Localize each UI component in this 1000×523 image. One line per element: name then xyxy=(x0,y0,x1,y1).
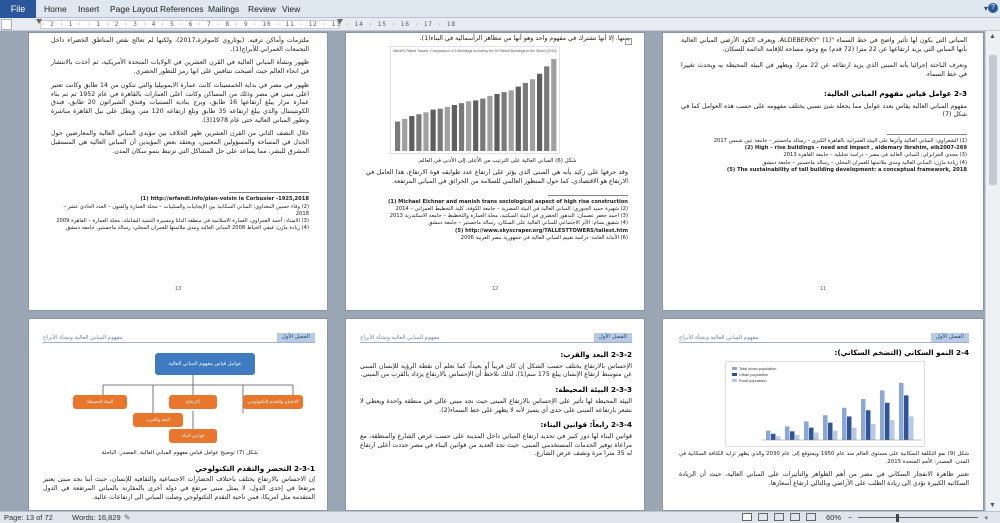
footnote: (5) The sustainability of tall building development: a conceptual framework, 2018 xyxy=(726,166,967,173)
zoom-in-button[interactable]: + xyxy=(984,513,989,522)
footnote: (4) زيادة مازن: المباني العالية ومدى ملائمتها للعمران المحلي – رسالة ماجستير – جامعة دمشق xyxy=(762,159,967,166)
scroll-thumb[interactable] xyxy=(989,55,997,185)
population-bar xyxy=(842,407,847,439)
tower-bar xyxy=(516,86,521,150)
factors-diagram xyxy=(43,351,315,449)
population-bar xyxy=(909,416,914,440)
page-16 xyxy=(28,318,328,511)
tower-bar xyxy=(473,100,478,151)
word-count[interactable]: Words: 16,829 xyxy=(72,513,121,522)
population-bar xyxy=(804,421,809,440)
legend-label: Rural population xyxy=(739,378,767,383)
tab-view[interactable]: View xyxy=(282,4,301,14)
page-12 xyxy=(345,32,645,311)
section-heading: 2-3-2 البعد والقرب: xyxy=(560,350,632,359)
table-move-handle[interactable]: + xyxy=(626,38,631,44)
population-bar xyxy=(814,432,819,439)
figure-caption: شكل (6) المباني العالية على الترتيب من الأعلى إلى الأدنى في العالم. xyxy=(417,157,577,164)
diagram-root-box: عوامل قياس مفهوم المباني العالية xyxy=(155,353,255,375)
section-heading: 2-3-4 رابعاً: قوانين البناء: xyxy=(540,420,632,430)
running-header xyxy=(360,333,632,343)
skyscraper-bars xyxy=(391,57,559,153)
body-paragraph: خلال النصف الثاني من القرن العشرين ظهر الخلاف بين مؤيدي المباني العالية والمعارضين حول الجدل في المساحة والمسؤولين المعنيين، ويعتقد بعض المؤيدين أن المباني العالية هي المستقبل المشرق للبشر، مما يساعد على حل المشاكل التي ترتبط بنمو سكان المدن. xyxy=(51,130,309,155)
tab-page-layout[interactable]: Page Layout xyxy=(110,4,158,14)
population-bar xyxy=(823,415,828,440)
body-paragraph: ظهور في مصر في بداية الخمسينات كانت عمارة الايموبيليا والتي تتكون من 14 طابق وكانت تعتبر اعلى مبنى في مصر وذلك من المساكن وكانت اعلى العمارات بالقاهرة في عام 1952 ثم تم بناء عمارة مزار يبلغ ارتفاعها 16 طابق، وبرج بنادية السبتيات وفندق الشيراتون 20 طابق، فندق الكونتيننتال والذي يبلغ ارتفاعه 35 طابق وبلغ ارتفاعه 120 متر، ويطل على نيل القاهرة مباشرة وتطور المباني العالية حتى عام 1978(3). xyxy=(51,81,310,124)
tab-mailings[interactable]: Mailings xyxy=(208,4,240,14)
ruler-scale xyxy=(40,20,457,29)
population-bar xyxy=(809,427,814,439)
population-bar xyxy=(847,416,852,440)
population-bar xyxy=(790,431,795,440)
tower-bar xyxy=(423,112,428,151)
tower-bar xyxy=(452,105,457,151)
footnote: (2) High – rise buildings – need and impact , aldemary Ibrahim, eib2007-269 xyxy=(744,145,967,152)
scroll-up-icon[interactable]: ▲ xyxy=(989,33,996,40)
tower-bar xyxy=(494,94,499,151)
body-paragraph: الإحساس بالارتفاع يختلف حسب الشكل إن كان قريباً أو بعيداً، كما نعلم أن نقطة الرؤية للإنسان المبنى عن متوسط ارتفاع الإنسان يبلغ 175 سم(1)، لذلك نلاحظ أن الإحساس بالارتفاع يزداد بالقرب من المبنى. xyxy=(360,362,632,379)
outline-icon[interactable] xyxy=(790,513,800,521)
footnote: (1) http://erfandi.info/plan-voisin le Corbusier -1925,2018 xyxy=(140,196,309,203)
population-bar xyxy=(866,410,871,440)
chevron-down-icon[interactable]: ▾ xyxy=(983,4,988,13)
footnote: (2) شهيرة حميد الجبوري: المباني العالية في البيئة المصرية – جامعة الكوفة، كلية التخطيط العمراني – 2014 xyxy=(395,206,628,213)
tower-bar xyxy=(409,116,414,151)
tab-review[interactable]: Review xyxy=(248,4,276,14)
footnote: (2) وفاء حسين المعداوي: المباني السكانية بين الإيجابيات والسلبيات – مجلة العمارة والفنون – العدد الحادي عشر – 2018 xyxy=(63,203,309,217)
body-paragraph: تعتبر ظاهرة الانفجار السكاني في مصر من أهم الظواهر والتأثيرات على المباني العالية، حيث أن الزيادة السكانية الكبيرة تؤدي الى زيادة الطلب على الأراضي وبالتالي ارتفاع أسعارها. xyxy=(679,471,969,487)
indent-marker[interactable] xyxy=(337,19,343,24)
figure-caption: شكل (7) توضيح عوامل قياس مفهوم المباني العالية. المصدر: الباحثة. xyxy=(100,450,258,456)
print-layout-icon[interactable] xyxy=(742,513,752,521)
population-bar xyxy=(890,420,895,440)
body-paragraph: قوانين البناء لها دور كبير في تحديد ارتفاع المباني داخل المدينة على حسب عرض الشارع والمنطقة، مع مراعاة توفير الخدمات المستخدمي المبنى، حيث نجد العديد من قوانين البناء في مصر حددت أعلى ارتفاع له 35 مترا مرة ونصف عرض الشارع. xyxy=(360,432,632,458)
legend-label: Total urban population xyxy=(739,366,777,371)
page-13 xyxy=(28,32,328,311)
tower-bar xyxy=(523,83,528,151)
chapter-title: مفهوم المباني العالية ونشأة الأبراج xyxy=(360,334,440,341)
population-bar xyxy=(871,424,876,440)
tower-bar xyxy=(402,119,407,151)
population-bar xyxy=(771,434,776,440)
footnote: (5) http://www.skyscraper.org/TALLESTTOWERS/tallest.htm xyxy=(454,227,628,234)
page-number: 12 xyxy=(491,286,499,292)
tower-bar xyxy=(466,101,471,151)
diagram-box: الارتفاع xyxy=(169,395,217,409)
running-header xyxy=(679,333,969,343)
footnote: (1) Michael Eichner and manish trans sociological aspect of high rise construction xyxy=(388,198,628,205)
tower-bar xyxy=(395,121,400,150)
page-counter[interactable]: Page: 13 of 72 xyxy=(4,513,53,522)
zoom-slider[interactable] xyxy=(858,517,978,518)
population-bar xyxy=(861,399,866,440)
footnote: (4) زيادة مازن، فيفي الخياط 2008 المباني العالية ومدى ملائمتها للعمران المحلي، رسالة ماجستير، جامعة دمشق xyxy=(66,225,309,232)
help-icon[interactable]: ? xyxy=(988,3,998,13)
population-bar xyxy=(852,427,857,439)
chart-title: World's Tallest Towers: Comparison of 5 Buildings Including the 50 Tallest Buildings in the World (2015) xyxy=(393,48,557,53)
footnote: (3) احمد جعفر عصمان: التدهور الحضري في البيئة السكنية، مجلة العمارة والتخطيط – جامعة الاسكندرية 2013 xyxy=(389,213,628,220)
diagram-box: البيئة المحيطة xyxy=(73,395,127,409)
population-bar xyxy=(885,403,890,440)
page-number: 11 xyxy=(820,286,826,292)
diagram-box: قوانين البناء xyxy=(169,429,217,443)
tab-references[interactable]: References xyxy=(160,4,204,14)
tower-bar xyxy=(537,73,542,150)
footnote: (1) الشعراوي: المباني العالية وأثرها على البيئة العمرانية بالقاهرة الكبرى – رسالة ماجستير – جامعة عين شمس 2017 xyxy=(713,137,967,144)
page-11 xyxy=(662,32,984,311)
chapter-label: الفصل الأول xyxy=(931,333,969,342)
chapter-title: مفهوم المباني العالية ونشأة الأبراج xyxy=(679,334,759,341)
population-bar xyxy=(776,436,781,440)
file-tab[interactable]: File xyxy=(0,0,36,18)
body-paragraph: البيئة المحيطة لها تأثير على الإحساس بالارتفاع المبنى حيث نجد مبنى عالي في منطقة واحدة ويعطي لا نشعر بارتفاعه المبنى على حدى أي يتميز لأنه لا يظهر على خط السماء(2). xyxy=(360,397,632,414)
population-bar xyxy=(904,395,909,440)
footnote: (3) الاستاذ: أحمد الغمراوي، العمارة الاسلامية في منطقة الدلتا ومسيرة التنمية الشاملة، مجلة العمارة – القاهرة 2009 xyxy=(56,218,309,225)
population-bar xyxy=(880,390,885,440)
diagram-box: البعد والقرب xyxy=(133,413,183,427)
full-screen-icon[interactable] xyxy=(758,513,768,521)
footnote: (3) مجدي الجزايرلي: المباني العالية في مصر – دراسة تحليلية – جامعة القاهرة 2013 xyxy=(783,152,967,159)
tower-bar xyxy=(551,59,556,151)
chapter-label: الفصل الأول xyxy=(277,333,315,342)
tab-home[interactable]: Home xyxy=(44,4,67,14)
diagram-box: الاحتياج والتقدم التكنولوجي xyxy=(243,395,303,409)
footnote: (6) الأمانة العامة: دراسة تقييم المباني العالية في جمهورية مصر العربية 2006 xyxy=(460,234,628,241)
tower-bar xyxy=(416,114,421,151)
legend-label: Urban population xyxy=(739,372,768,377)
population-bar xyxy=(785,426,790,440)
body-paragraph: ظهور ونشأة المباني العالية في القرن العشرين في الولايات المتحدة الأمريكية، ثم أخذت بالانتشار في انحاء العالم حيث أصبحت تتنافس على انها رمز للتطور الحضري. xyxy=(51,59,309,76)
page-number: 13 xyxy=(174,286,182,292)
chapter-title: مفهوم المباني العالية ونشأة الأبراج xyxy=(43,334,123,341)
population-bar xyxy=(766,430,771,439)
scroll-down-icon[interactable]: ▼ xyxy=(989,502,996,509)
figure-caption: شكل (9) نمو التكلفة السكانية على مستوى العالم منذ عام 1950 ويمتوقع إلى عام 2030 والذي يظهر تزايد الكثافة السكانية في المدن. المصدر: الأمم المتحدة 2015. xyxy=(679,450,969,466)
section-heading: 2-3-1 التحضر والتقدم التكنولوجي xyxy=(195,463,315,473)
population-bars xyxy=(726,362,924,446)
tab-selector[interactable] xyxy=(1,19,12,30)
zoom-slider-thumb[interactable] xyxy=(896,514,899,522)
horizontal-ruler xyxy=(0,18,1000,31)
tower-bar xyxy=(480,98,485,150)
section-heading: 2-4 النمو السكاني (التضخم السكاني): xyxy=(834,348,969,357)
tower-bar xyxy=(445,107,450,151)
ruler-ticks: · 2 · 1 · · 1 · 2 · 3 · 4 · 5 · 6 · 7 · 8 · 9 · 10 · 11 · 12 · 13 · 14 · 15 · 16 · 17 · 18 xyxy=(41,21,457,28)
body-paragraph: المباني التي يكون لها تأثير واضح في خط السماء "ALDEBERKY" (1)، ويعرف الكود الأرضي المباني العالية بأنها المباني التي يزيد ارتفاعها عن 22 مترا (72 قدم) مع وجود مساحة للإقامة الدائمة للسكان. xyxy=(681,37,967,53)
ribbon xyxy=(0,0,1000,18)
zoom-out-button[interactable]: − xyxy=(848,513,853,522)
population-bar xyxy=(828,422,833,439)
skyscraper-chart xyxy=(390,46,560,154)
web-layout-icon[interactable] xyxy=(774,513,784,521)
body-paragraph: وقد حرفها علي زكيد بأنه هي المبنى الذي يؤثر على ارتفاع عدد طوابقه قوة الارتفاع، هذا العامل في الارتفاع هو الاقتصادي، كما حول المنظور العالمي للسلامة من الحرائق في المباني المرتفعة. xyxy=(366,169,628,186)
population-bar xyxy=(899,383,904,440)
section-heading: 2-3 عوامل قياس مفهوم المباني العالية: xyxy=(823,88,967,98)
tower-bar xyxy=(544,66,549,151)
population-bar xyxy=(795,435,800,440)
page-14 xyxy=(662,318,984,511)
population-bar xyxy=(833,430,838,439)
body-paragraph: إن الاحساس بالارتفاع يختلف باختلاف الحضارات الاجتماعية والثقافية للإنسان، حيث أننا نجد مبنى يعتبر مرتفعا في إحدى الدول، لا يمثل مبنى مرتفع في دولة أخرى بالمقارنة بالمباني المرتفعة في الدول المتقدمة مثل امريكا، فمن ناحية التقدم التكنولوجي وصلت المباني الى ارتفاعات عالية. xyxy=(43,476,315,501)
body-paragraph: وتعرف الباحثة إجرائيا بأنه المبنى الذي يزيد ارتفاعه عن 22 مترا، ويظهر في البيئة المحيطة به ويحدث تغييرا في خط السماء. xyxy=(681,62,967,79)
tower-bar xyxy=(431,109,436,150)
tower-bar xyxy=(459,103,464,151)
zoom-level[interactable]: 60% xyxy=(826,513,842,522)
tab-insert[interactable]: Insert xyxy=(78,4,100,14)
vertical-scrollbar[interactable] xyxy=(985,31,1000,511)
status-bar xyxy=(0,511,1000,523)
page-15 xyxy=(345,318,645,511)
indent-marker[interactable] xyxy=(36,19,42,24)
tower-bar xyxy=(438,108,443,150)
running-header xyxy=(43,333,315,343)
tower-bar xyxy=(530,79,535,151)
footnote-separator xyxy=(887,134,967,135)
section-heading: 2-3-3 البيئة المحيطة: xyxy=(555,385,632,395)
proofing-icon[interactable]: ✎ xyxy=(124,513,131,522)
tower-bar xyxy=(487,96,492,151)
footnote: (4) شقيق بسام: الأثر الاجتماعي للمباني العالية على السكان، رسالة ماجستير – جامعة دمشق xyxy=(428,220,628,227)
footnote-separator xyxy=(548,195,628,196)
population-chart xyxy=(725,361,925,447)
body-paragraph: ملتزمات وأماكن ترفيه. (بوثاروي كاموغرة،2017)، ولكنها لم تعالج نقص المناطق الخضراء داخل التجمعات العمراني للأبراج(1). xyxy=(51,37,309,53)
body-paragraph: مفهوم المباني العالية يقاس بعدد عوامل مما يجعلة شئ نسبي يختلف مفهومه على حسب هذه العوامل كما في شكل (7) xyxy=(681,102,967,119)
tower-bar xyxy=(502,92,507,151)
footnote-separator xyxy=(229,192,309,193)
tower-bar xyxy=(509,90,514,151)
chapter-label: الفصل الأول xyxy=(594,333,632,342)
body-paragraph: منها. إلا أنها تشترك في مفهوم واحد وهو أنها من مظاهر الرأسمالية في البناء(1). xyxy=(419,35,628,42)
draft-icon[interactable] xyxy=(806,513,816,521)
